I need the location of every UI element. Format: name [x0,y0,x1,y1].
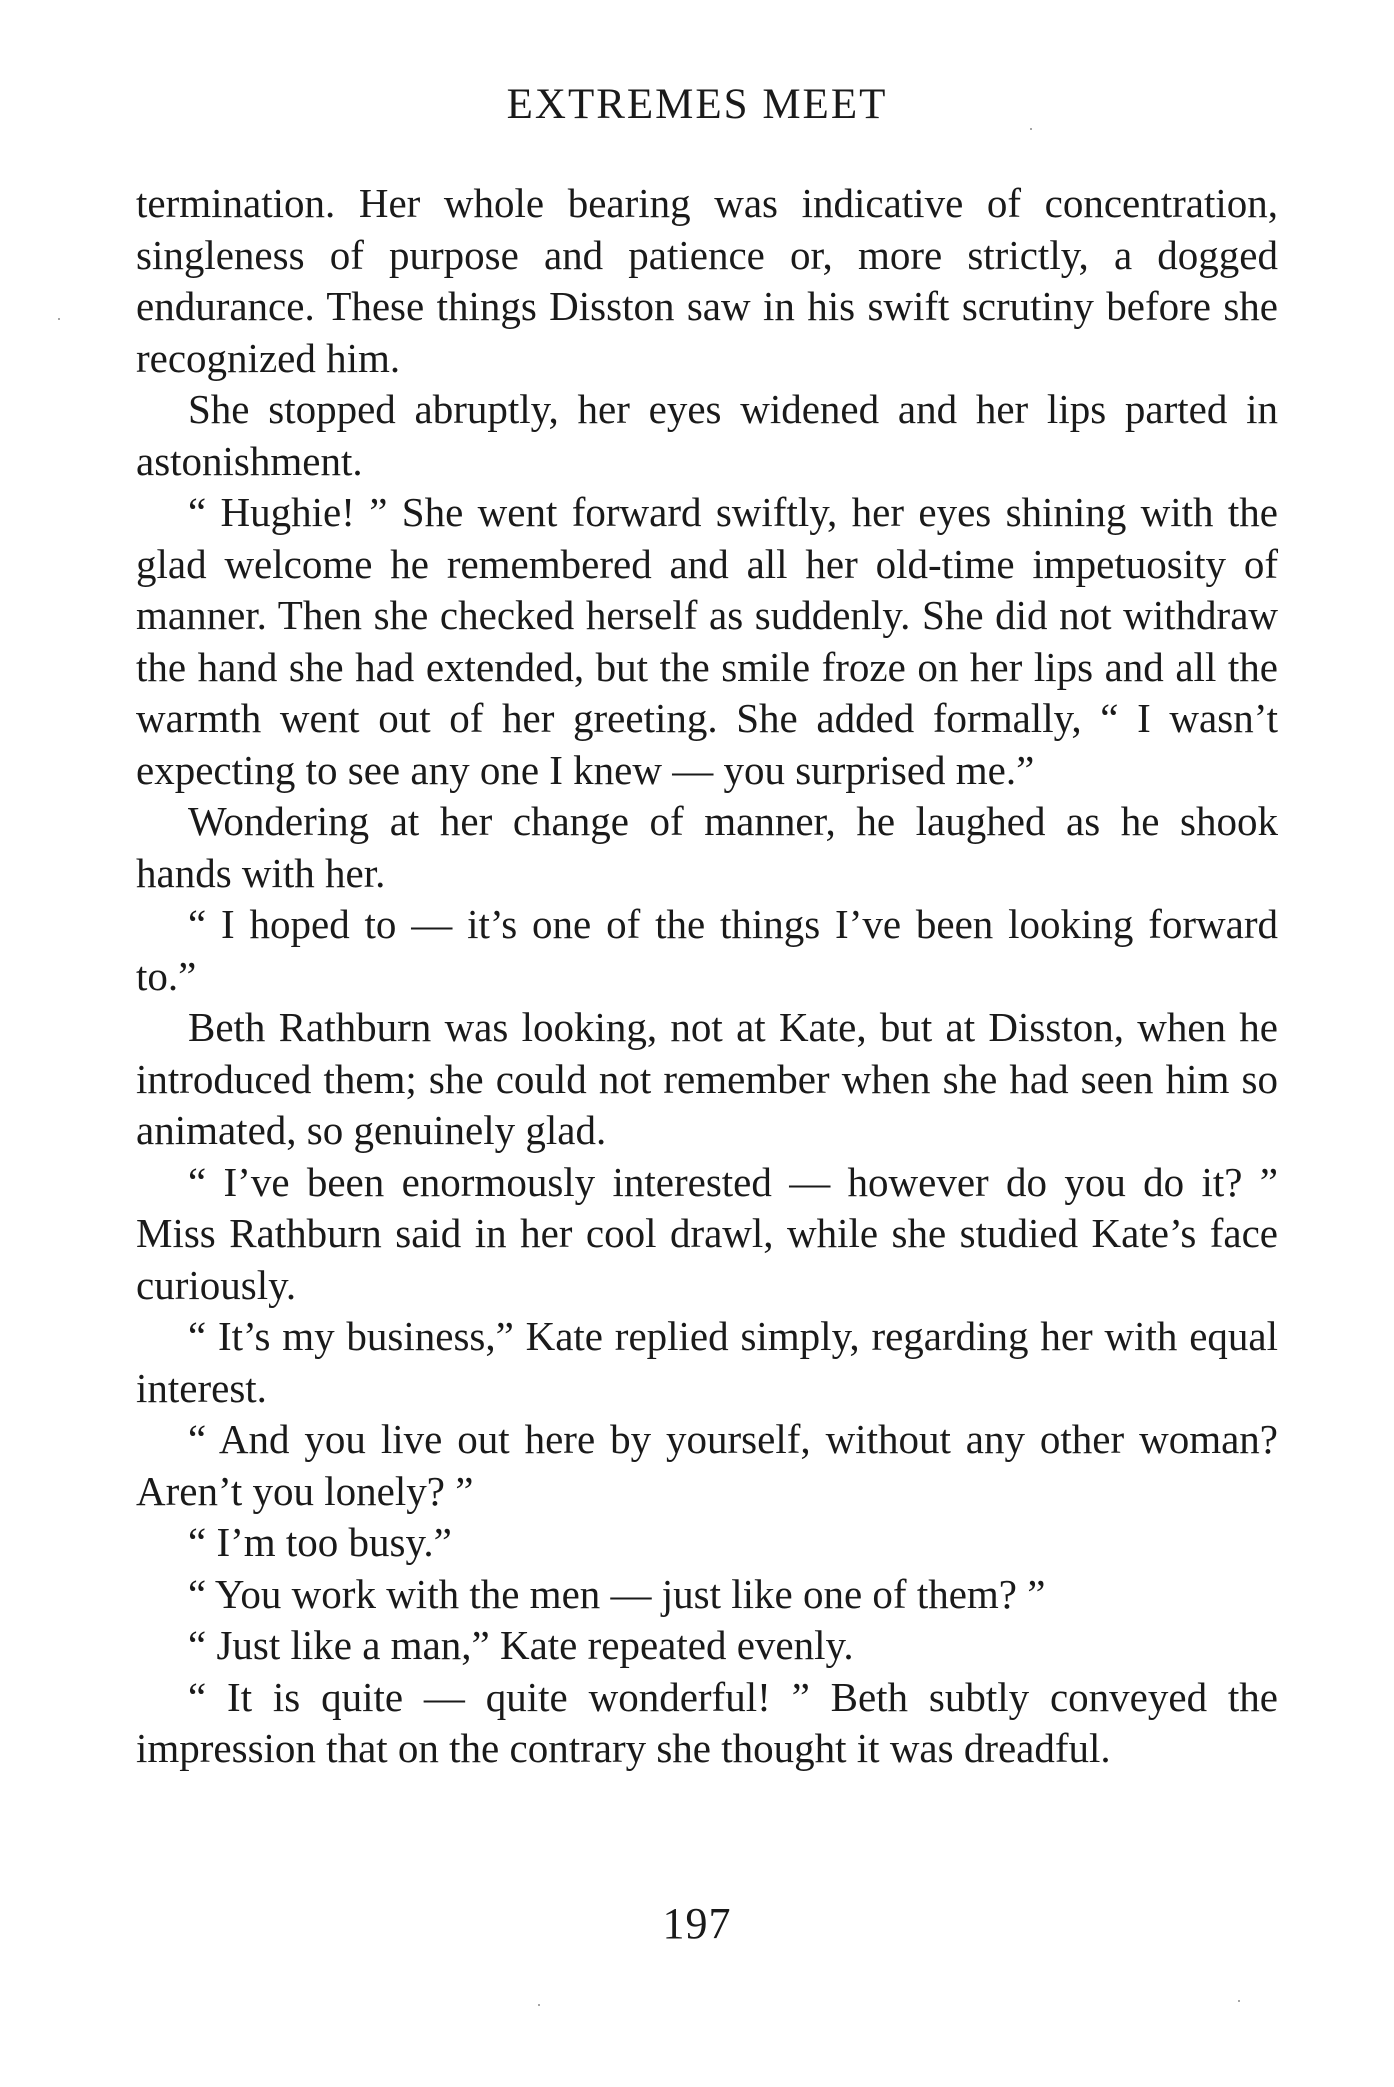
paragraph: “ I hoped to — it’s one of the things I’ve been looking forward to.” [136,901,1278,999]
paper-speck [538,2004,540,2006]
paragraph: “ It is quite — quite wonderful! ” Beth subtly conveyed the impression that on the contrary she thought it was dreadful. [136,1673,1278,1771]
paragraph: “ Just like a man,” Kate repeated evenly. [188,1622,854,1668]
paragraph: “ Hughie! ” She went forward swiftly, her eyes shining with the glad welcome he remembered and all her old-time impetuosity of manner. Then she checked herself as suddenly. She did not withdraw the hand she had extended, but the smile froze on her lips and all the warmth went out of her greeting. She added formally, “ I wasn’t expecting to see any one I knew — you surprised me.” [136,489,1278,793]
paragraph: “ You work with the men — just like one of them? ” [188,1570,1046,1617]
paragraph: “ I’m too busy.” [188,1519,452,1565]
body-text [136,178,1278,1775]
running-head: EXTREMES MEET [506,81,888,128]
paragraph: Beth Rathburn was looking, not at Kate, but at Disston, when he introduced them; she could not remember when she had seen him so animated, so genuinely glad. [136,1004,1278,1153]
paper-speck [58,318,60,320]
paragraph: “ And you live out here by yourself, without any other woman? Aren’t you lonely? ” [136,1416,1278,1514]
paper-speck [1030,128,1032,130]
paragraph: “ I’ve been enormously interested — however do you do it? ” Miss Rathburn said in her cool drawl, while she studied Kate’s face curiously. [136,1158,1278,1308]
page-number: 197 [662,1899,732,1948]
paragraph: Wondering at her change of manner, he laughed as he shook hands with her. [136,798,1278,896]
paragraph-continued: termination. Her whole bearing was indicative of concentration, singleness of purpose and patience or, more strictly, a dogged endurance. These things Disston saw in his swift scrutiny before she recognized him. [136,180,1278,381]
paragraph: She stopped abruptly, her eyes widened and her lips parted in astonishment. [136,386,1278,484]
paragraph: “ It’s my business,” Kate replied simply, regarding her with equal interest. [136,1313,1278,1411]
paper-speck [1238,2000,1240,2002]
